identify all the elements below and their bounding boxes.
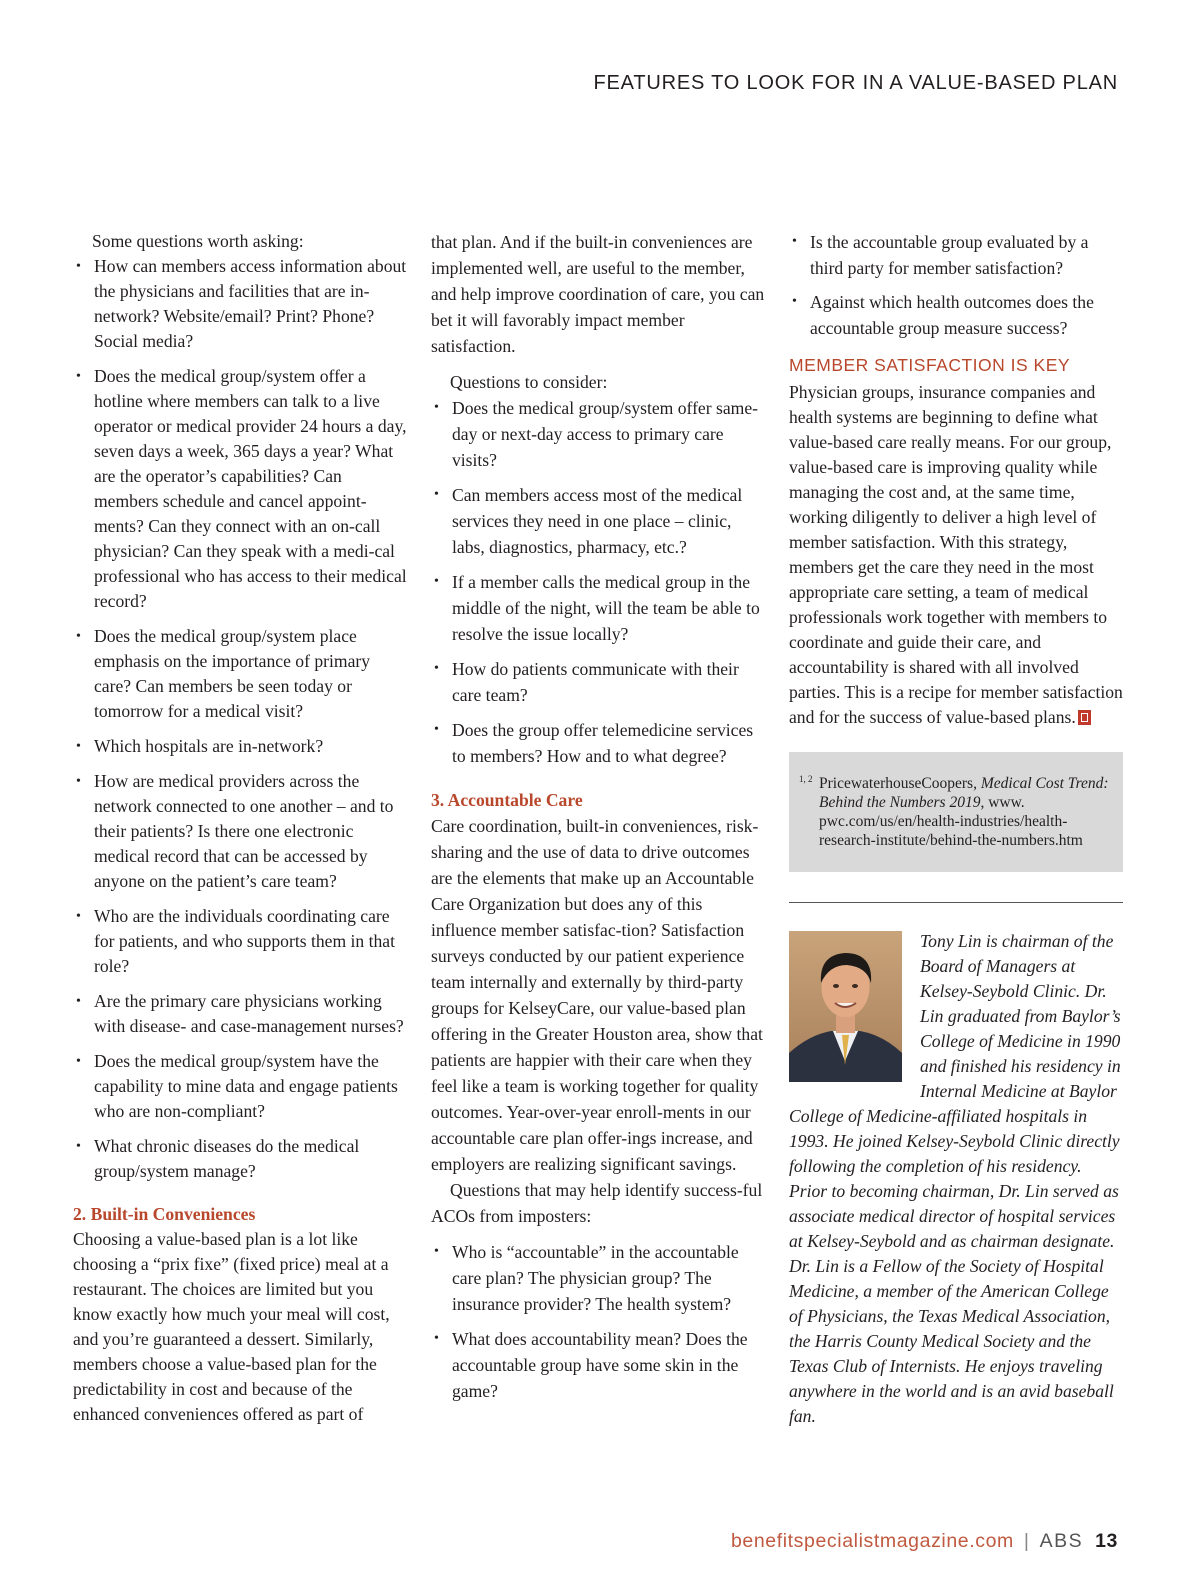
list-item: • Does the group offer telemedicine services to members? How and to what degree? — [431, 717, 766, 769]
bullet-icon: • — [76, 909, 81, 924]
bullet-icon: • — [434, 661, 439, 676]
magazine-name: ABS — [1039, 1530, 1084, 1552]
end-of-article-icon — [1078, 710, 1091, 725]
aco-questions-list — [431, 1239, 766, 1404]
list-item: • How do patients communicate with their care team? — [431, 656, 766, 708]
bullet-icon: • — [434, 400, 439, 415]
list-item: • Can members access most of the medical services they need in one place – clinic, labs, diagnostics, pharmacy, etc.? — [431, 482, 766, 560]
list-item: • Which hospitals are in-network? — [73, 734, 407, 759]
intro-text: Some questions worth asking: — [92, 231, 304, 251]
bullet-icon: • — [76, 739, 81, 754]
column-2 — [431, 229, 766, 1413]
list-item: • How can members access information about the physicians and facilities that are in-network? Website/email? Print? Phone? Social media? — [76, 256, 407, 351]
divider — [789, 902, 1123, 903]
section-heading-member-satisfaction: MEMBER SATISFACTION IS KEY — [789, 355, 1071, 375]
questions-list — [789, 229, 1123, 341]
paragraph: Care coordination, built-in conveniences, risk-sharing and the use of data to drive outcomes are the elements that make up an Accountable Care Organization but does any of this influence member satisfac-tion? Satisfaction surveys conducted by our patient experience team internally and externally by third-party groups for KelseyCare, our value-based plan offering in the Greater Houston area, show that patients are happier with their care when they feel like a team is working together for quality outcomes. Year-over-year enroll-ments in our accountable care plan offer-ings increase, and employers are realizing significant savings. — [431, 816, 763, 1174]
section-heading-accountable-care: 3. Accountable Care — [431, 790, 583, 810]
list-item: • If a member calls the medical group in the middle of the night, will the team be able to resolve the issue locally? — [431, 569, 766, 647]
bullet-icon: • — [76, 1054, 81, 1069]
footnote-marker: 1, 2 — [799, 774, 813, 784]
paragraph: Physician groups, insurance companies and health systems are beginning to define what value-based care really means. For our group, value-based care is improving quality while managing the cost and, at the same time, working diligently to deliver a high level of member satisfaction. With this strategy, members get the care they need in the most appropriate care setting, a team of medical professionals work together with members to coordinate and guide their care, and accountability is shared with all involved parties. This is a recipe for member satisfaction and for the success of value-based plans. — [789, 382, 1123, 727]
paragraph: Choosing a value-based plan is a lot like choosing a “prix fixe” (fixed price) meal at a restaurant. The choices are limited but you know exactly how much your meal will cost, and you’re guaranteed a dessert. Similarly, members choose a value-based plan for the predictability in cost and because of the enhanced conveniences offered as part of — [73, 1229, 390, 1424]
bio-text: Tony Lin is chairman of the Board of Managers at Kelsey-Seybold Clinic. Dr. Lin graduated from Baylor’s College of Medicine in 1990 and finished his residency in Internal Medicine at Baylor College of Medicine-affiliated hospitals in 1993. He joined Kelsey-Seybold Clinic directly following the completion of his residency. Prior to becoming chairman, Dr. Lin served as associate medical director of hospital services at Kelsey-Seybold and as chairman designate. Dr. Lin is a Fellow of the Society of Hospital Medicine, a member of the American College of Physicians, the Texas Medical Association, the Harris County Medical Society and the Texas Club of Internists. He enjoys traveling anywhere in the world and is an avid baseball fan. — [789, 931, 1121, 1426]
bullet-icon: • — [792, 234, 797, 249]
list-item: • How are medical providers across the network connected to one another – and to their patients? Is there one electronic medical record that can be accessed by anyone on the patient’s care team? — [76, 771, 394, 891]
bullet-icon: • — [434, 574, 439, 589]
list-item: • Who is “accountable” in the accountable care plan? The physician group? The insurance provider? The health system? — [431, 1239, 766, 1317]
page-footer — [731, 1530, 1118, 1553]
bullet-icon: • — [76, 994, 81, 1009]
bullet-icon: • — [76, 259, 81, 274]
bullet-icon: • — [434, 487, 439, 502]
author-bio — [789, 929, 1123, 1429]
aco-intro: Questions that may help identify success-ful ACOs from imposters: — [431, 1180, 763, 1226]
bullet-icon: • — [76, 774, 81, 789]
list-item: • Does the medical group/system have the capability to mine data and engage patients who are non-compliant? — [76, 1051, 398, 1121]
footnote-box — [789, 752, 1123, 872]
bullet-icon: • — [792, 294, 797, 309]
list-item: • What chronic diseases do the medical group/system manage? — [76, 1136, 360, 1181]
bullet-icon: • — [434, 1331, 439, 1346]
page-number: 13 — [1095, 1530, 1118, 1552]
running-title: FEATURES TO LOOK FOR IN A VALUE-BASED PLAN — [593, 72, 1118, 94]
footer-separator: | — [1023, 1530, 1030, 1552]
list-item: • Does the medical group/system place emphasis on the importance of primary care? Can members be seen today or tomorrow for a medical visit? — [76, 626, 371, 721]
bullet-icon: • — [434, 1244, 439, 1259]
column-3 — [789, 229, 1123, 1429]
paragraph: that plan. And if the built-in conveniences are implemented well, are useful to the member, and help improve coordination of care, you can bet it will favorably impact member satisfaction. — [431, 232, 765, 356]
list-item: • Does the medical group/system offer a hotline where members can talk to a live operator or medical provider 24 hours a day, seven days a week, 365 days a year? What are the operator’s capabilities? Can members schedule and cancel appoint-ments? Can they connect with an on-call physician? Can they speak with a medi-cal professional who has access to their medical record? — [76, 366, 407, 611]
list-item: • Does the medical group/system offer same-day or next-day access to primary care visits? — [431, 395, 766, 473]
bullet-icon: • — [76, 629, 81, 644]
footnote-text: PricewaterhouseCoopers, Medical Cost Trend: Behind the Numbers 2019, www. pwc.com/us/en/health-industries/health-research-institute/behind-the-numbers.htm — [819, 775, 1109, 849]
questions-intro: Questions to consider: — [450, 372, 608, 392]
list-item: • Is the accountable group evaluated by a third party for member satisfaction? — [789, 229, 1123, 281]
list-item: • What does accountability mean? Does the accountable group have some skin in the game? — [431, 1326, 766, 1404]
author-photo — [789, 931, 902, 1082]
list-item: • Are the primary care physicians working with disease- and case-management nurses? — [76, 991, 404, 1036]
bullet-icon: • — [76, 369, 81, 384]
section-heading-conveniences: 2. Built-in Conveniences — [73, 1204, 256, 1224]
bullet-icon: • — [434, 722, 439, 737]
bullet-icon: • — [76, 1139, 81, 1154]
questions-list — [431, 395, 766, 769]
questions-list — [73, 254, 407, 1184]
website-link[interactable]: benefitspecialistmagazine.com — [730, 1530, 1014, 1552]
column-1 — [73, 229, 407, 1427]
list-item: • Who are the individuals coordinating care for patients, and who supports them in that role? — [76, 906, 396, 976]
list-item: • Against which health outcomes does the accountable group measure success? — [789, 289, 1123, 341]
